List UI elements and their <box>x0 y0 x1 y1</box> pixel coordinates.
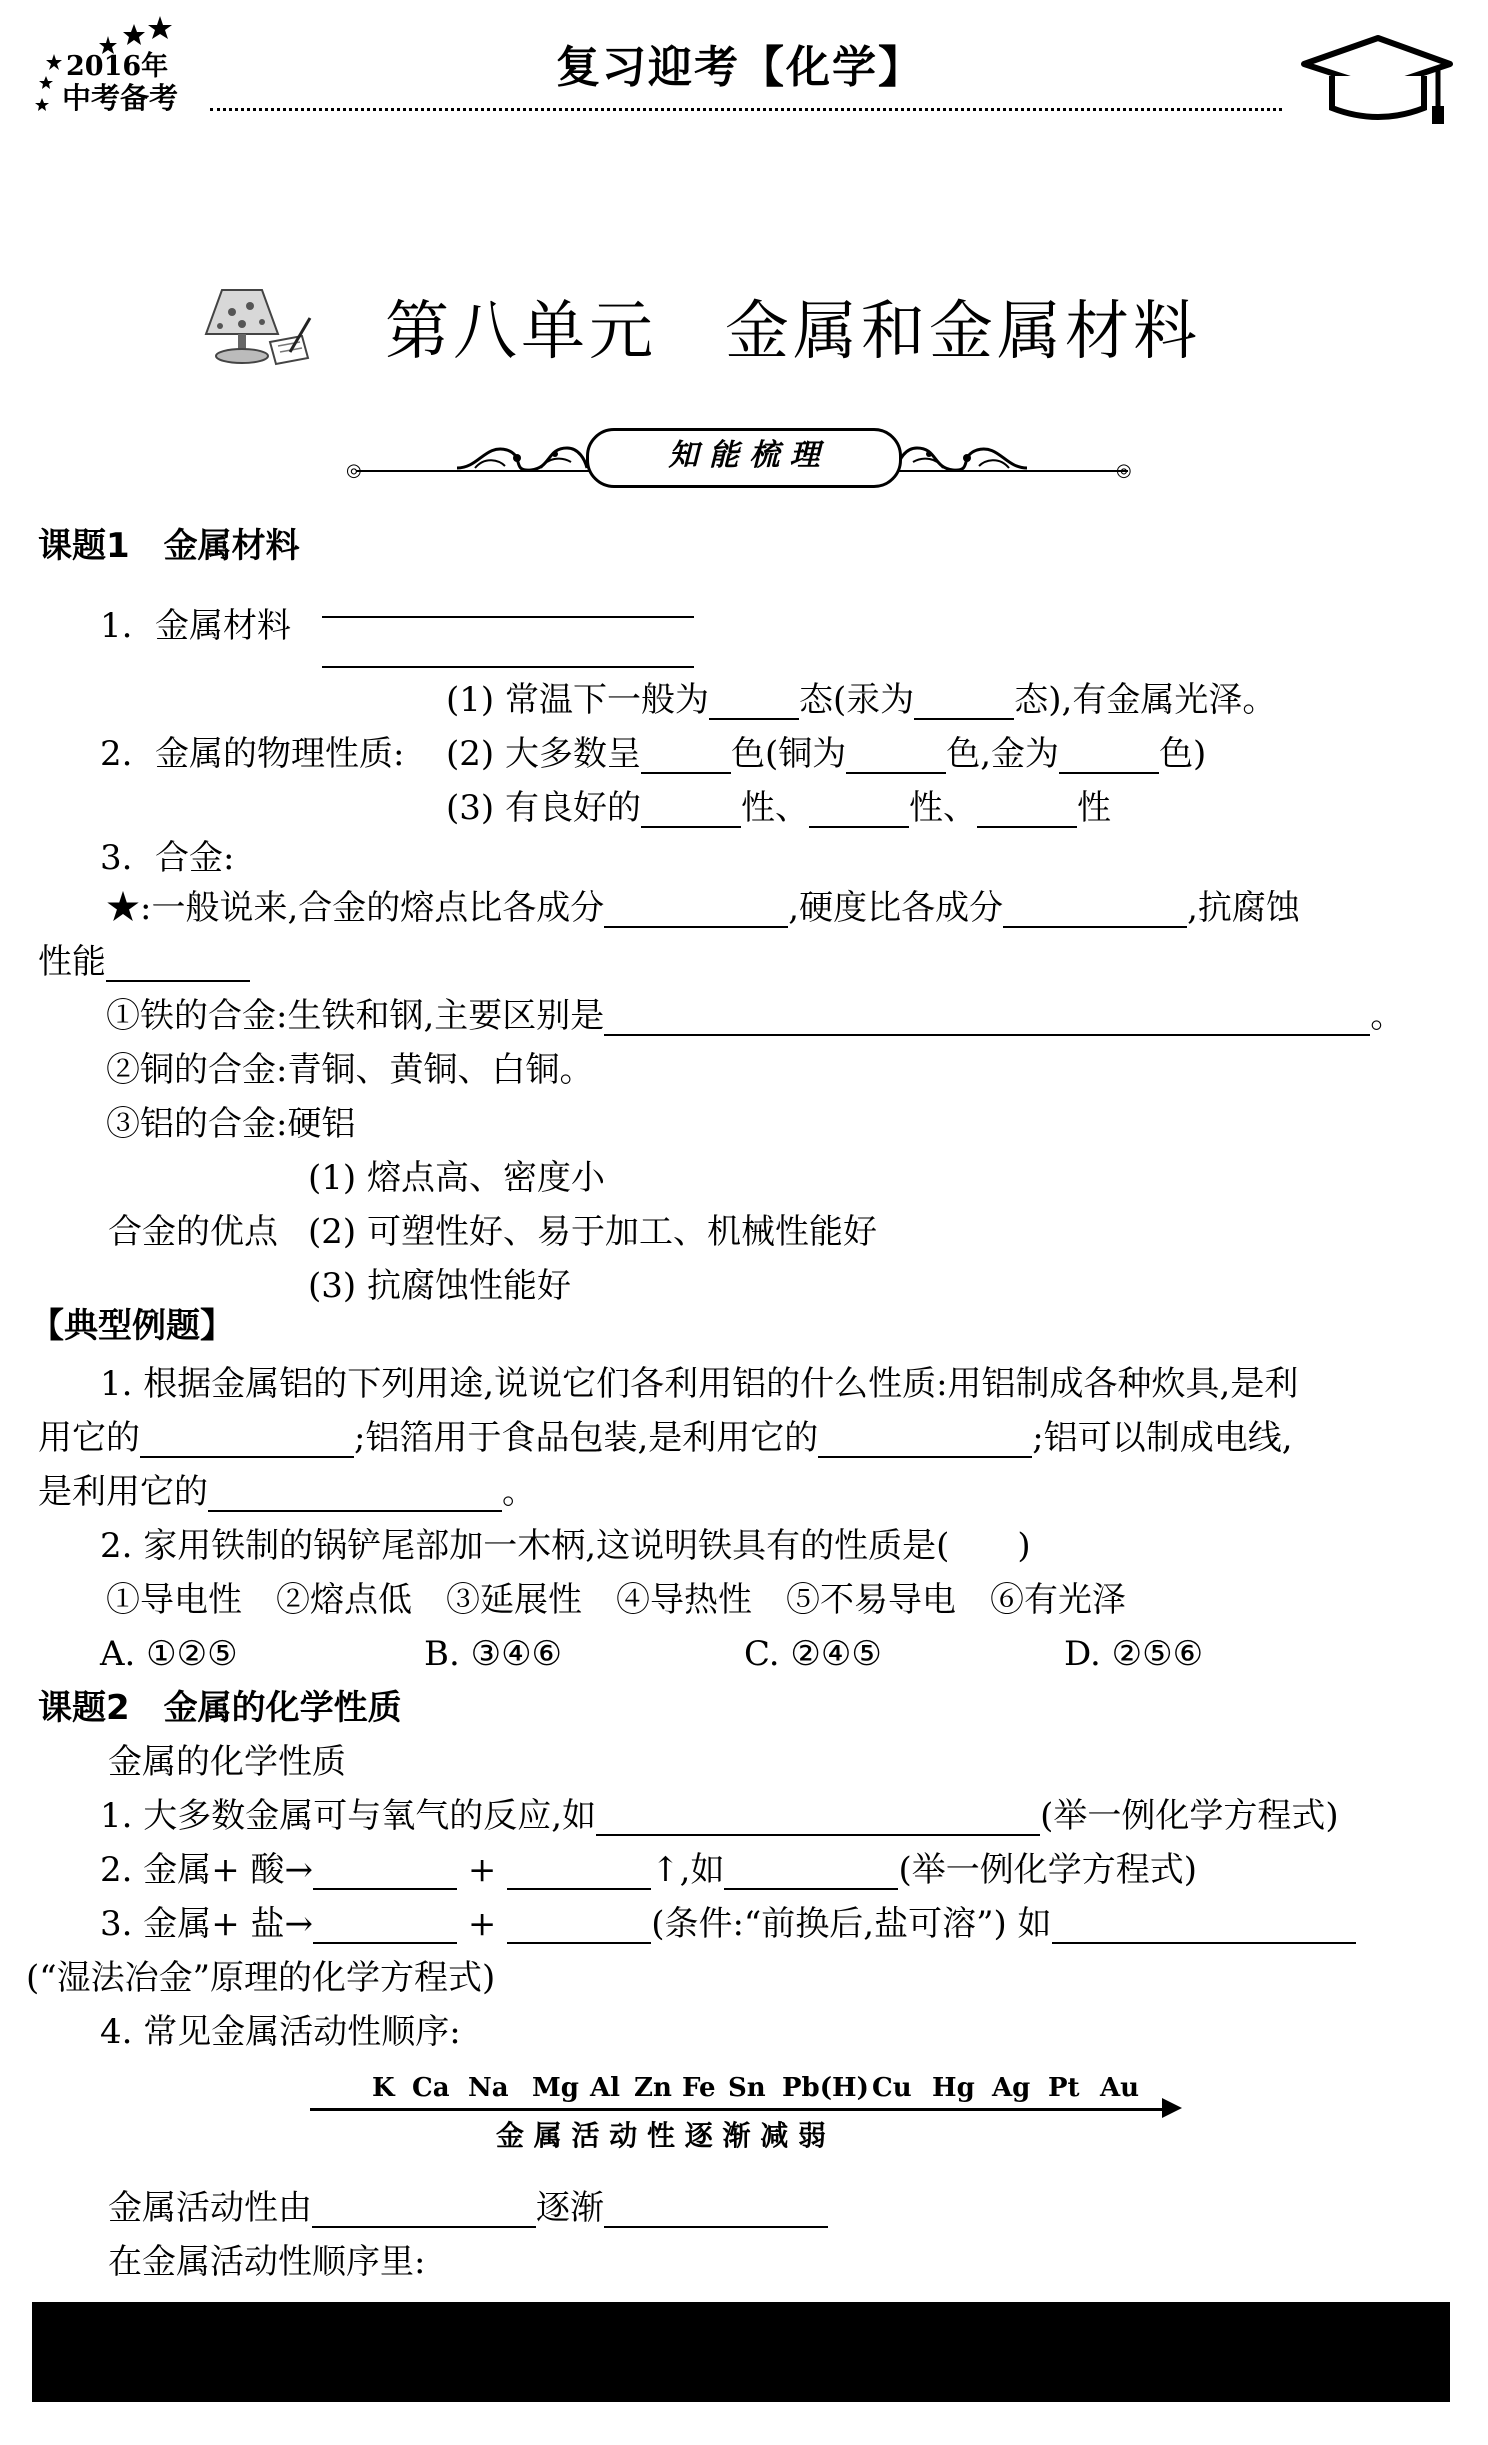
p1-label: 1. <box>100 1796 133 1836</box>
q1-text-c: ;铝箔用于食品包装,是利用它的 <box>354 1418 819 1458</box>
header-rule <box>210 108 1282 111</box>
metal-symbol: Sn <box>728 2073 766 2103</box>
header-title: 复习迎考【化学】 <box>556 42 924 93</box>
blank <box>1052 1912 1356 1944</box>
item1-label: 1. <box>100 606 133 646</box>
item2-label: 2. <box>100 734 133 774</box>
alloy-iron-text: ①铁的合金:生铁和钢,主要区别是 <box>106 996 605 1036</box>
p3-text-c: (条件:“前换后,盐可溶”) 如 <box>651 1904 1052 1944</box>
prop3-cont: (“湿法冶金”原理的化学方程式) <box>26 1958 496 1998</box>
adv3-num: (3) <box>308 1266 357 1306</box>
graduation-cap-icon <box>1296 30 1454 126</box>
physical-line-1 <box>446 680 1276 720</box>
blank <box>1059 742 1159 774</box>
prop2 <box>100 1850 1197 1890</box>
adv3-text: 抗腐蚀性能好 <box>366 1266 571 1306</box>
advantages-label: 合金的优点 <box>108 1212 278 1252</box>
blank <box>977 796 1077 828</box>
q1-text-f: 。 <box>502 1472 536 1512</box>
star-note <box>106 888 1300 928</box>
star-text-b: ,硬度比各成分 <box>788 888 1004 928</box>
sub2-text-b: 色(铜为 <box>730 734 847 774</box>
blank <box>208 1480 502 1512</box>
blank <box>1003 896 1187 928</box>
metal-symbol: Na <box>468 2073 509 2103</box>
p2-text-b: + <box>467 1850 497 1890</box>
p4-text: 常见金属活动性顺序: <box>143 2012 461 2052</box>
choice-a[interactable]: A. ①②⑤ <box>100 1634 238 1674</box>
item1-blank-2 <box>322 666 694 668</box>
item1-blank-1 <box>322 616 694 618</box>
item3-label: 3. <box>100 838 133 878</box>
q1-text-b: 用它的 <box>38 1418 140 1458</box>
banner-left-ornament-icon: ◎ <box>346 460 362 481</box>
metal-symbol: Mg <box>532 2073 579 2103</box>
advantage-3 <box>308 1266 571 1306</box>
q1-text-a: 根据金属铝的下列用途,说说它们各利用铝的什么性质:用铝制成各种炊具,是利 <box>143 1364 1299 1404</box>
alloy-copper: ②铜的合金:青铜、黄铜、白铜。 <box>106 1050 594 1090</box>
q1-line-1 <box>100 1364 1298 1404</box>
p1-text-a: 大多数金属可与氧气的反应,如 <box>143 1796 597 1836</box>
p1-text-b: (举一例化学方程式) <box>1040 1796 1339 1836</box>
blank <box>709 688 799 720</box>
blank <box>604 896 788 928</box>
act-text-a: 金属活动性由 <box>108 2188 312 2228</box>
prop4 <box>100 2012 461 2052</box>
header-subtitle: 中考备考 <box>62 81 179 115</box>
sub2-text-a: 大多数呈 <box>504 734 641 774</box>
topic2-heading: 课题2 金属的化学性质 <box>38 1688 402 1728</box>
alloy-aluminum: ③铝的合金:硬铝 <box>106 1104 356 1144</box>
blank <box>140 1426 354 1458</box>
metal-symbol: Cu <box>872 2073 912 2103</box>
blank <box>313 1858 457 1890</box>
blank <box>106 950 250 982</box>
physical-line-3 <box>446 788 1111 828</box>
metal-symbol: Zn <box>634 2073 672 2103</box>
blank <box>724 1858 898 1890</box>
metal-symbol: Pb(H) <box>782 2073 869 2103</box>
q1-label: 1. <box>100 1364 133 1404</box>
adv1-text: 熔点高、密度小 <box>366 1158 605 1198</box>
q1-text-e: 是利用它的 <box>38 1472 208 1512</box>
blank <box>641 742 731 774</box>
star-note-cont <box>38 942 250 982</box>
activity-sentence <box>108 2188 828 2228</box>
physical-line-2 <box>446 734 1206 774</box>
item2-text: 金属的物理性质: <box>155 734 405 774</box>
sub1-text-b: 态(汞为 <box>798 680 915 720</box>
flourish-right-icon <box>895 438 1029 478</box>
q2-label: 2. <box>100 1526 133 1566</box>
metal-symbol: Ca <box>412 2073 450 2103</box>
alloy-iron-end: 。 <box>1370 996 1405 1036</box>
q1-line-2 <box>38 1418 1293 1458</box>
blank <box>641 796 741 828</box>
blank <box>604 2196 828 2228</box>
p3-text-b: + <box>467 1904 497 1944</box>
blank <box>846 742 946 774</box>
sub2-num: (2) <box>446 734 495 774</box>
star-text-c: ,抗腐蚀 <box>1187 888 1300 928</box>
choice-b[interactable]: B. ③④⑥ <box>424 1634 563 1674</box>
p3-text-a: 金属+ 盐→ <box>143 1904 314 1944</box>
metal-symbol: K <box>372 2073 395 2103</box>
prop1 <box>100 1796 1339 1836</box>
banner-label: 知 能 梳 理 <box>668 438 820 473</box>
item1-text: 金属材料 <box>155 606 291 646</box>
blank <box>507 1912 651 1944</box>
q2-options: ①导电性 ②熔点低 ③延展性 ④导热性 ⑤不易导电 ⑥有光泽 <box>106 1580 1126 1620</box>
q2-line <box>100 1526 1031 1566</box>
blank <box>604 1004 1370 1036</box>
adv1-num: (1) <box>308 1158 357 1198</box>
p2-text-d: (举一例化学方程式) <box>898 1850 1198 1890</box>
metal-symbol: Fe <box>682 2073 716 2103</box>
choice-c[interactable]: C. ②④⑤ <box>744 1634 882 1674</box>
activity-rules: 在金属活动性顺序里: <box>108 2242 426 2282</box>
blank <box>914 688 1014 720</box>
topic2-intro: 金属的化学性质 <box>108 1742 346 1782</box>
q1-text-d: ;铝可以制成电线, <box>1032 1418 1293 1458</box>
sub1-text-a: 常温下一般为 <box>504 680 709 720</box>
p3-label: 3. <box>100 1904 133 1944</box>
sub3-text-c: 性、 <box>908 788 977 828</box>
blank <box>818 1426 1032 1458</box>
series-row <box>372 2068 1140 2108</box>
blank <box>809 796 909 828</box>
sub1-num: (1) <box>446 680 495 720</box>
sub3-text-d: 性 <box>1076 788 1111 828</box>
prop3 <box>100 1904 1356 1944</box>
topic1-heading: 课题1 金属材料 <box>38 526 300 566</box>
blank <box>507 1858 651 1890</box>
p2-label: 2. <box>100 1850 133 1890</box>
star-text-a: ★:一般说来,合金的熔点比各成分 <box>106 888 605 928</box>
header-year: 2016年 <box>66 51 169 82</box>
adv2-num: (2) <box>308 1212 357 1252</box>
footer-bar <box>32 2302 1450 2402</box>
metal-symbol: Pt <box>1048 2073 1080 2103</box>
sub3-text-b: 性、 <box>740 788 809 828</box>
sub3-num: (3) <box>446 788 495 828</box>
series-arrow-head-icon <box>1162 2098 1182 2118</box>
metal-symbol: Hg <box>932 2073 975 2103</box>
sub3-text-a: 有良好的 <box>504 788 641 828</box>
blank <box>596 1804 1040 1836</box>
series-caption: 金 属 活 动 性 逐 渐 减 弱 <box>496 2119 826 2152</box>
flourish-left-icon <box>455 438 589 478</box>
blank <box>313 1912 457 1944</box>
sub2-text-d: 色) <box>1159 734 1207 774</box>
sub2-text-c: 色,金为 <box>946 734 1060 774</box>
examples-heading: 【典型例题】 <box>30 1306 234 1346</box>
sub1-text-c: 态),有金属光泽。 <box>1014 680 1277 720</box>
series-arrow-line <box>310 2108 1170 2111</box>
advantage-1 <box>308 1158 605 1198</box>
blank <box>312 2196 536 2228</box>
star-text-d: 性能 <box>38 942 106 982</box>
adv2-text: 可塑性好、易于加工、机械性能好 <box>366 1212 877 1252</box>
act-text-b: 逐渐 <box>536 2188 604 2228</box>
advantage-2 <box>308 1212 877 1252</box>
metal-symbol: Ag <box>992 2073 1031 2103</box>
metal-symbol: Au <box>1100 2073 1140 2103</box>
item3-text: 合金: <box>155 838 235 878</box>
p2-text-a: 金属+ 酸→ <box>143 1850 314 1890</box>
metal-symbol: Al <box>590 2073 621 2103</box>
choice-d[interactable]: D. ②⑤⑥ <box>1064 1634 1204 1674</box>
unit-title: 第八单元 金属和金属材料 <box>385 295 1201 369</box>
q2-text: 家用铁制的锅铲尾部加一木柄,这说明铁具有的性质是( ) <box>143 1526 1031 1566</box>
p4-label: 4. <box>100 2012 133 2052</box>
p2-text-c: ↑,如 <box>651 1850 725 1890</box>
q1-line-3 <box>38 1472 536 1512</box>
lamp-icon <box>192 272 312 372</box>
banner-right-ornament-icon: ◎ <box>1116 460 1132 481</box>
alloy-iron <box>106 996 1404 1036</box>
